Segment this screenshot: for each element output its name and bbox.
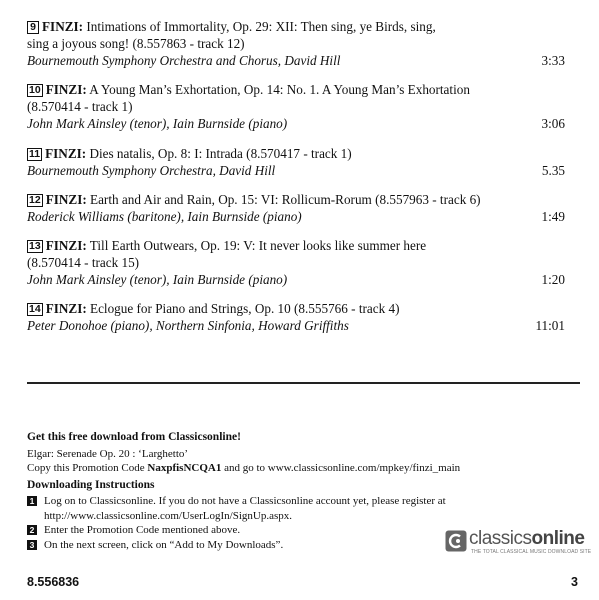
composer-name: FINZI: (42, 19, 84, 34)
composer-name: FINZI: (45, 146, 87, 161)
track-number: 14 (29, 303, 41, 315)
composer-name: FINZI: (45, 301, 87, 316)
logo-tagline: THE TOTAL CLASSICAL MUSIC DOWNLOAD SITE (471, 549, 592, 555)
composer-name: FINZI: (45, 192, 87, 207)
instruction-step (27, 494, 580, 523)
track-performers: Bournemouth Symphony Orchestra and Chorus, David Hill (27, 53, 341, 68)
track-entry (27, 81, 565, 132)
promo-prefix: Copy this Promotion Code (27, 462, 148, 474)
track-performers: Roderick Williams (baritone), Iain Burnside (piano) (27, 209, 302, 224)
track-duration: 11:01 (535, 318, 565, 333)
track-duration: 1:49 (541, 209, 565, 224)
section-divider (27, 382, 580, 384)
track-title: Eclogue for Piano and Strings, Op. 10 (8.555766 - track 4) (90, 301, 400, 316)
track-title: A Young Man’s Exhortation, Op. 14: No. 1. A Young Man’s Exhortation (89, 82, 470, 97)
track-duration: 5.35 (541, 163, 565, 178)
download-heading: Get this free download from Classicsonline! (27, 431, 241, 443)
track-duration: 3:33 (541, 53, 565, 68)
step-line: Enter the Promotion Code mentioned above. (44, 524, 241, 536)
composer-name: FINZI: (45, 82, 87, 97)
track-title-continued: sing a joyous song! (8.557863 - track 12) (27, 36, 245, 51)
track-title-continued: (8.570414 - track 1) (27, 99, 133, 114)
track-number: 10 (29, 84, 41, 96)
track-title-line (27, 300, 565, 317)
page-number: 3 (571, 575, 578, 589)
step-number: 3 (27, 540, 37, 550)
track-performers-row (27, 271, 565, 288)
track-list (27, 18, 565, 346)
download-piece: Elgar: Serenade Op. 20 : ‘Larghetto’ (27, 447, 189, 460)
track-number: 13 (29, 240, 41, 252)
step-text (44, 523, 240, 538)
track-performers-row (27, 208, 565, 225)
track-performers-row (27, 317, 565, 334)
track-performers: Bournemouth Symphony Orchestra, David Hill (27, 163, 276, 178)
promo-suffix: and go to www.classicsonline.com/mpkey/finzi_main (221, 462, 461, 474)
track-entry (27, 191, 565, 225)
track-performers-row (27, 115, 565, 132)
track-performers-row (27, 52, 565, 69)
instructions-heading: Downloading Instructions (27, 478, 155, 491)
promo-code: NaxpfisNCQA1 (147, 462, 222, 474)
logo-word-bold: online (531, 528, 585, 549)
track-title-continued: (8.570414 - track 15) (27, 255, 140, 270)
composer-name: FINZI: (45, 238, 87, 253)
track-title: Intimations of Immortality, Op. 29: XII: Then sing, ye Birds, sing, (86, 19, 436, 34)
step-text (44, 494, 446, 523)
track-entry (27, 300, 565, 334)
step-line: Log on to Classicsonline. If you do not have a Classicsonline account yet, please register at (44, 495, 446, 507)
track-title-line (27, 145, 565, 162)
track-number: 9 (27, 21, 39, 34)
step-line: On the next screen, click on “Add to My Downloads”. (44, 538, 284, 551)
step-number: 1 (27, 496, 37, 506)
track-entry (27, 145, 565, 179)
track-performers: John Mark Ainsley (tenor), Iain Burnside (piano) (27, 272, 288, 287)
track-title-line (27, 18, 565, 35)
track-performers: Peter Donohoe (piano), Northern Sinfonia, Howard Griffiths (27, 318, 349, 333)
track-number: 11 (29, 148, 41, 160)
track-title-line (27, 237, 565, 254)
track-title: Till Earth Outwears, Op. 19: V: It never looks like summer here (89, 238, 427, 253)
promo-line (27, 461, 580, 476)
track-title: Dies natalis, Op. 8: I: Intrada (8.570417 - track 1) (89, 146, 352, 161)
track-entry (27, 18, 565, 69)
track-number: 12 (29, 194, 41, 206)
track-entry (27, 237, 565, 288)
catalogue-number: 8.556836 (27, 575, 80, 589)
logo-wordmark (469, 528, 584, 550)
track-performers-row (27, 162, 565, 179)
step-line: http://www.classicsonline.com/UserLogIn/SignUp.aspx. (44, 509, 292, 522)
track-duration: 1:20 (541, 272, 565, 287)
track-duration: 3:06 (541, 116, 565, 131)
track-title: Earth and Air and Rain, Op. 15: VI: Rollicum-Rorum (8.557963 - track 6) (90, 192, 481, 207)
track-title-line (27, 191, 565, 208)
track-title-line (27, 81, 565, 98)
step-text (44, 538, 283, 553)
classicsonline-mark-icon (445, 530, 467, 552)
logo-word-light: classics (469, 528, 532, 549)
classicsonline-logo (445, 528, 592, 557)
step-number: 2 (27, 525, 37, 535)
track-performers: John Mark Ainsley (tenor), Iain Burnside (piano) (27, 116, 288, 131)
